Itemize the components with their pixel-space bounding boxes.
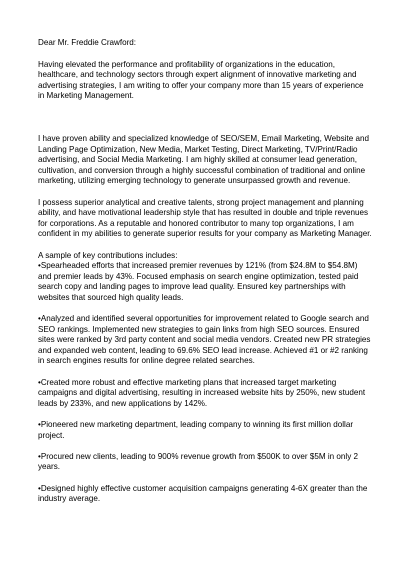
- contributions-intro: A sample of key contributions includes:: [38, 250, 178, 260]
- salutation: Dear Mr. Freddie Crawford:: [38, 38, 137, 47]
- contribution-item: •Procured new clients, leading to 900% revenue growth from $500K to over $5M in only 2 years.: [38, 451, 359, 472]
- contribution-item: •Pioneered new marketing department, leading company to winning its first million dollar project.: [38, 420, 354, 440]
- contribution-item: •Spearheaded efforts that increased premier revenues by 121% (from $24.8M to $54.8M) and premier leads by 43%. Focused emphasis on search engine optimization, tested paid search copy and landing pages to improve lead quality. Ensured key partnerships with websites that sourced high quality leads.: [38, 261, 359, 302]
- intro-paragraph: Having elevated the performance and profitability of organizations in the education, healthcare, and technology sectors through expert alignment of innovative marketing and advertising strategies, I am writing to offer your company more than 15 years of experience in Marketing Management.: [38, 59, 364, 101]
- contribution-item: •Designed highly effective customer acquisition campaigns generating 4-6X greater than the industry average.: [38, 483, 368, 504]
- contribution-item: •Analyzed and identified several opportunities for improvement related to Google search and SEO rankings. Implemented new strategies to gain links from high SEO sources. Ensured sites were ranked by 3rd party content and social media vendors. Created new PR strategies and expanded web content, leading to 69.6% SEO lead increase. Achieved #1 or #2 ranking in search engines results for online degree related searches.: [38, 314, 371, 366]
- cover-letter-body: [38, 38, 372, 515]
- contribution-item: •Created more robust and effective marketing plans that increased target marketing campaigns and digital advertising, resulting in increased website hits by 250%, new student leads by 233%, and new applications by 142%.: [38, 377, 366, 408]
- skills-paragraph: I have proven ability and specialized knowledge of SEO/SEM, Email Marketing, Website and Landing Page Optimization, New Media, Market Testing, Direct Marketing, TV/Print/Radio advertising, and Social Media Marketing. I am highly skilled at consumer lead generation, cultivation, and conversion through a highly successful combination of traditional and online marketing, utilizing emerging technology to generate unsurpassed growth and revenue.: [38, 133, 369, 186]
- talents-paragraph: I possess superior analytical and creative talents, strong project management and planning ability, and have motivational leadership style that has resulted in double and triple revenues for corporations. As a reputable and honored contributor to many top organizations, I am confident in my abilities to generate superior results for your company as Marketing Manager.: [38, 197, 372, 239]
